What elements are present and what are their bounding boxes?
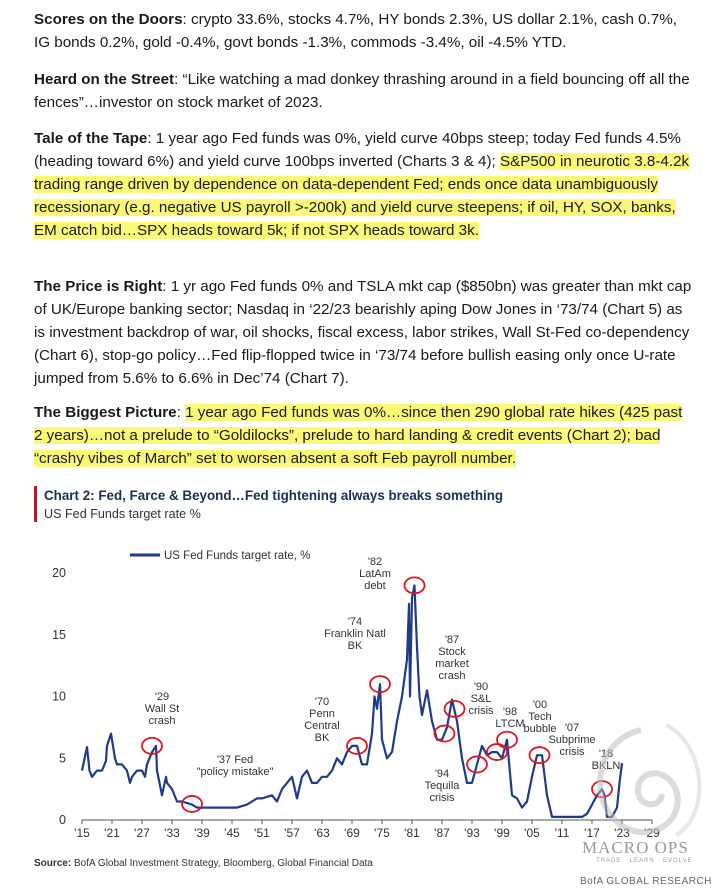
macro-ops-logo <box>566 720 716 890</box>
event-label: '82 LatAm debt <box>359 556 391 592</box>
biggest-text: : <box>176 404 186 421</box>
y-tick-label: 5 <box>59 751 66 766</box>
event-label: '37 Fed "policy mistake" <box>196 754 274 778</box>
price-heading: The Price is Right <box>34 278 163 295</box>
source-text: BofA Global Investment Strategy, Bloomberg, Global Financial Data <box>71 858 373 869</box>
y-tick-label: 20 <box>52 566 66 580</box>
price-text: : 1 yr ago Fed funds 0% and TSLA mkt cap ($850bn) was greater than mkt cap of UK/Europe banking sector; Nasdaq in ‘22/23 bearishly aping Dow Jones in ‘73/74 (Chart 5) as is investment backdrop of war, oil shocks, fiscal excess, labor strikes, Wall St-Fed co-dependency (Chart 6), stop-go policy…Fed flip-flopped twice in ‘73/74 before bullish easing only once U-rate jumped from 5.6% to 6.6% in Dec’74 (Chart 7). <box>34 278 692 387</box>
x-tick-label: '23 <box>614 826 630 840</box>
x-tick-label: '15 <box>74 826 90 840</box>
scores-heading: Scores on the Doors <box>34 11 183 28</box>
event-label: '94 Tequila crisis <box>424 768 460 804</box>
event-label: '29 Wall St crash <box>144 691 180 727</box>
chart-subtitle: US Fed Funds target rate % <box>44 507 201 521</box>
event-label: '07 Subprime crisis <box>548 722 596 758</box>
x-tick-label: '57 <box>284 826 300 840</box>
x-tick-label: '75 <box>374 826 390 840</box>
x-tick-label: '29 <box>644 826 660 840</box>
chart-title: Chart 2: Fed, Farce & Beyond…Fed tightening always breaks something <box>44 488 504 503</box>
x-tick-label: '33 <box>164 826 180 840</box>
logo-text: MACRO OPS <box>582 838 689 857</box>
logo-swirl <box>600 730 678 832</box>
biggest-highlight: 1 year ago Fed funds was 0%…since then 290 global rate hikes (425 past 2 years)…not a prelude to “Goldilocks”, prelude to hard landing & credit events (Chart 2); bad “crashy vibes of March” set to worsen absent a soft Feb payroll number. <box>34 404 683 467</box>
event-label: '00 Tech bubble <box>523 699 557 735</box>
source-label: Source: <box>34 858 72 869</box>
x-tick-label: '63 <box>314 826 330 840</box>
event-label: '70 Penn Central BK <box>304 696 340 744</box>
x-tick-label: '21 <box>104 826 120 840</box>
x-tick-label: '11 <box>554 826 570 840</box>
x-tick-label: '17 <box>584 826 600 840</box>
y-tick-label: 0 <box>59 813 66 827</box>
legend-label: US Fed Funds target rate, % <box>164 550 311 562</box>
event-label: '87 Stock market crash <box>435 634 469 682</box>
chart-title-accent <box>34 486 37 522</box>
x-tick-label: '39 <box>194 826 210 840</box>
x-tick-label: '27 <box>134 826 150 840</box>
event-label: '90 S&L crisis <box>468 681 494 717</box>
scores-paragraph <box>34 8 694 54</box>
y-tick-label: 15 <box>52 627 66 642</box>
x-tick-label: '69 <box>344 826 360 840</box>
event-label: '74 Franklin Natl BK <box>324 616 386 652</box>
event-label: '18 BKLN <box>591 748 621 772</box>
biggest-heading: The Biggest Picture <box>34 404 177 421</box>
event-label: '98 LTCM <box>495 706 525 730</box>
price-paragraph <box>34 275 694 390</box>
x-tick-label: '51 <box>254 826 270 840</box>
x-tick-label: '87 <box>434 826 450 840</box>
biggest-paragraph <box>34 401 694 470</box>
heard-paragraph <box>34 68 694 114</box>
heard-heading: Heard on the Street <box>34 71 175 88</box>
x-tick-label: '45 <box>224 826 240 840</box>
x-tick-label: '99 <box>494 826 510 840</box>
tape-text: : 1 year ago Fed funds was 0%, yield curve 40bps steep; today Fed funds 4.5% (heading toward 6%) and yield curve 100bps inverted (Charts 3 & 4); <box>34 130 681 170</box>
x-tick-label: '93 <box>464 826 480 840</box>
bofa-footer: BofA GLOBAL RESEARCH <box>580 876 712 887</box>
x-tick-label: '05 <box>524 826 540 840</box>
logo-tagline: TRADE · LEARN · EVOLVE <box>596 858 693 864</box>
heard-text: : “Like watching a mad donkey thrashing around in a field bouncing off all the fences”…investor on stock market of 2023. <box>34 71 690 111</box>
tape-heading: Tale of the Tape <box>34 130 148 147</box>
y-tick-label: 10 <box>52 689 66 704</box>
x-tick-label: '81 <box>404 826 420 840</box>
scores-text: : crypto 33.6%, stocks 4.7%, HY bonds 2.3%, US dollar 2.1%, cash 0.7%, IG bonds 0.2%, gold -0.4%, govt bonds -1.3%, commods -3.4%, oil -4.5% YTD. <box>34 11 677 51</box>
tape-highlight: S&P500 in neurotic 3.8-4.2k trading range driven by dependence on data-dependent Fed; ends once data unambiguously recessionary (e.g. negative US payroll >-200k) and yield curve steepens; if oil, HY, SOX, banks, EM catch bid…SPX heads toward 5k; if not SPX heads toward 3k. <box>34 153 690 239</box>
source-note <box>34 858 373 869</box>
tape-paragraph <box>34 127 694 242</box>
